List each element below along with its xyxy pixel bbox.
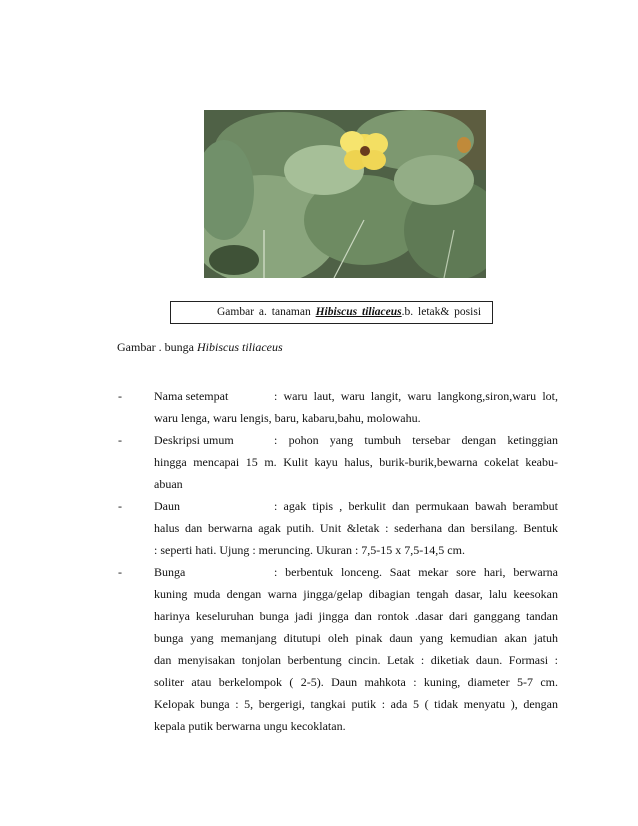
description-list	[118, 385, 558, 737]
term-description: : pohon yang tumbuh tersebar dengan ketinggian	[274, 433, 558, 447]
description-line: kuning muda dengan warna jingga/gelap dibagian tengah dasar, lalu keesokan	[154, 587, 558, 601]
term-label: Bunga	[154, 565, 186, 579]
plant-photo	[204, 110, 486, 278]
term-description: : berbentuk lonceng. Saat mekar sore hari, berwarna	[274, 565, 558, 579]
figure-caption-continued	[117, 340, 283, 355]
list-item-nama-setempat	[118, 385, 558, 429]
caption2-species: Hibiscus tiliaceus	[196, 340, 283, 354]
description-line: harinya keseluruhan bunga jadi jingga dan rontok .dasar dari ganggang tandan	[154, 609, 558, 623]
description-line: kepala putik berwarna ungu kecoklatan.	[154, 719, 346, 733]
caption2-prefix: Gambar . bunga	[117, 340, 194, 354]
description-line: waru lenga, waru lengis, baru, kabaru,bahu, molowahu.	[154, 411, 421, 425]
caption-prefix: Gambar a. tanaman	[217, 306, 311, 318]
caption-suffix: .b. letak& posisi	[401, 306, 482, 318]
caption-species: Hibiscus tiliaceus	[315, 306, 402, 318]
term-label: Deskripsi umum	[154, 433, 234, 447]
description-line: bunga yang memanjang ditutupi oleh pinak daun yang kemudian akan jatuh	[154, 631, 558, 645]
bullet-dash: -	[118, 389, 122, 403]
bullet-dash: -	[118, 565, 122, 579]
description-line: : seperti hati. Ujung : meruncing. Ukuran : 7,5-15 x 7,5-14,5 cm.	[154, 543, 465, 557]
description-line: hingga mencapai 15 m. Kulit kayu halus, burik-burik,bewarna cokelat keabu-	[154, 455, 558, 469]
hibiscus-image	[204, 110, 486, 278]
description-line: halus dan berwarna agak putih. Unit &letak : sederhana dan bersilang. Bentuk	[154, 521, 558, 535]
term-description: : waru laut, waru langit, waru langkong,siron,waru lot,	[274, 389, 558, 403]
bullet-dash: -	[118, 499, 122, 513]
description-line: Kelopak bunga : 5, bergerigi, tangkai putik : ada 5 ( tidak menyatu ), dengan	[154, 697, 558, 711]
description-line: abuan	[154, 477, 183, 491]
figure-caption	[170, 301, 493, 324]
list-item-daun	[118, 495, 558, 561]
term-description: : agak tipis , berkulit dan permukaan bawah berambut	[274, 499, 558, 513]
list-item-deskripsi-umum	[118, 429, 558, 495]
bullet-dash: -	[118, 433, 122, 447]
list-item-bunga	[118, 561, 558, 737]
description-line: soliter atau berkelompok ( 2-5). Daun mahkota : kuning, diameter 5-7 cm.	[154, 675, 558, 689]
term-label: Nama setempat	[154, 389, 229, 403]
description-line: dan menyisakan tonjolan berbentung cincin. Letak : diketiak daun. Formasi :	[154, 653, 558, 667]
term-label: Daun	[154, 499, 180, 513]
flower	[340, 131, 388, 170]
